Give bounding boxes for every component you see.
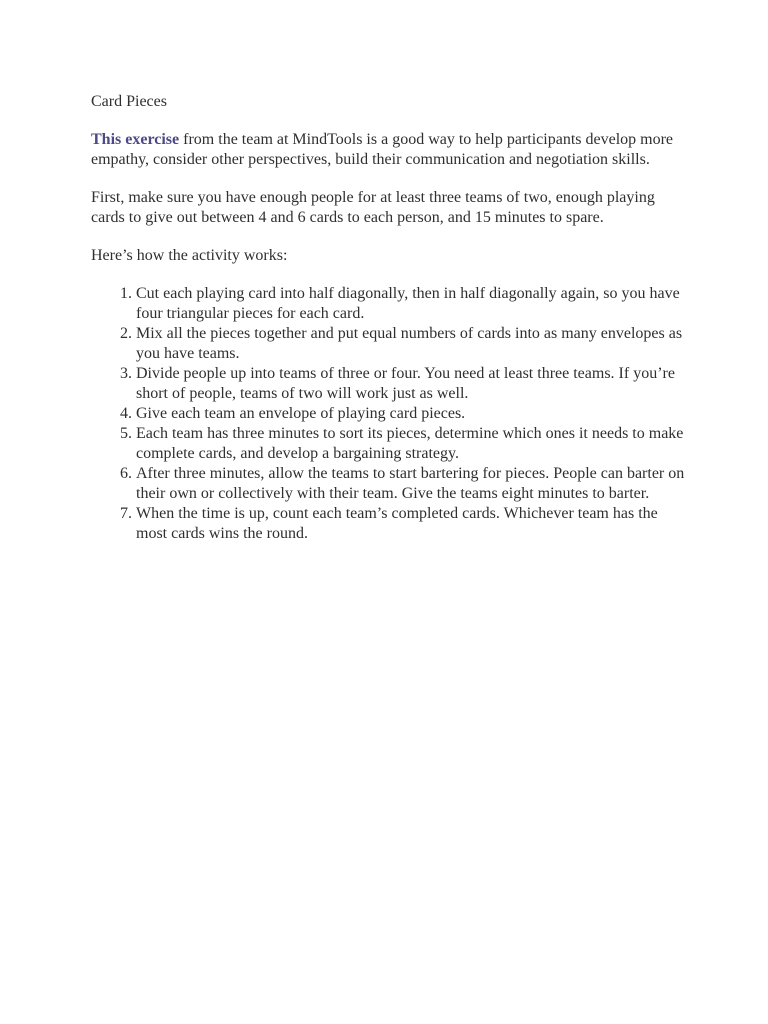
step-item: 2. Mix all the pieces together and put equal numbers of cards into as many envelopes as you have teams.: [136, 324, 691, 364]
step-item: 1. Cut each playing card into half diagonally, then in half diagonally again, so you have four triangular pieces for each card.: [136, 284, 691, 324]
steps-list: [91, 284, 691, 544]
step-item: 4. Give each team an envelope of playing card pieces.: [136, 404, 691, 424]
how-it-works-paragraph: Here’s how the activity works:: [91, 247, 288, 264]
step-item: 7. When the time is up, count each team’s completed cards. Whichever team has the most cards wins the round.: [136, 504, 691, 544]
intro-text: from the team at MindTools is a good way to help participants develop more empathy, consider other perspectives, build their communication and negotiation skills.: [91, 131, 674, 168]
document-title: Card Pieces: [91, 93, 167, 110]
step-item: 5. Each team has three minutes to sort its pieces, determine which ones it needs to make complete cards, and develop a bargaining strategy.: [136, 424, 691, 464]
intro-paragraph: [91, 130, 691, 170]
document-page: [91, 92, 691, 544]
step-item: 3. Divide people up into teams of three or four. You need at least three teams. If you’re short of people, teams of two will work just as well.: [136, 364, 691, 404]
requirements-paragraph: First, make sure you have enough people for at least three teams of two, enough playing cards to give out between 4 and 6 cards to each person, and 15 minutes to spare.: [91, 189, 655, 226]
this-exercise-link[interactable]: This exercise: [91, 131, 180, 148]
step-item: 6. After three minutes, allow the teams to start bartering for pieces. People can barter on their own or collectively with their team. Give the teams eight minutes to barter.: [136, 464, 691, 504]
